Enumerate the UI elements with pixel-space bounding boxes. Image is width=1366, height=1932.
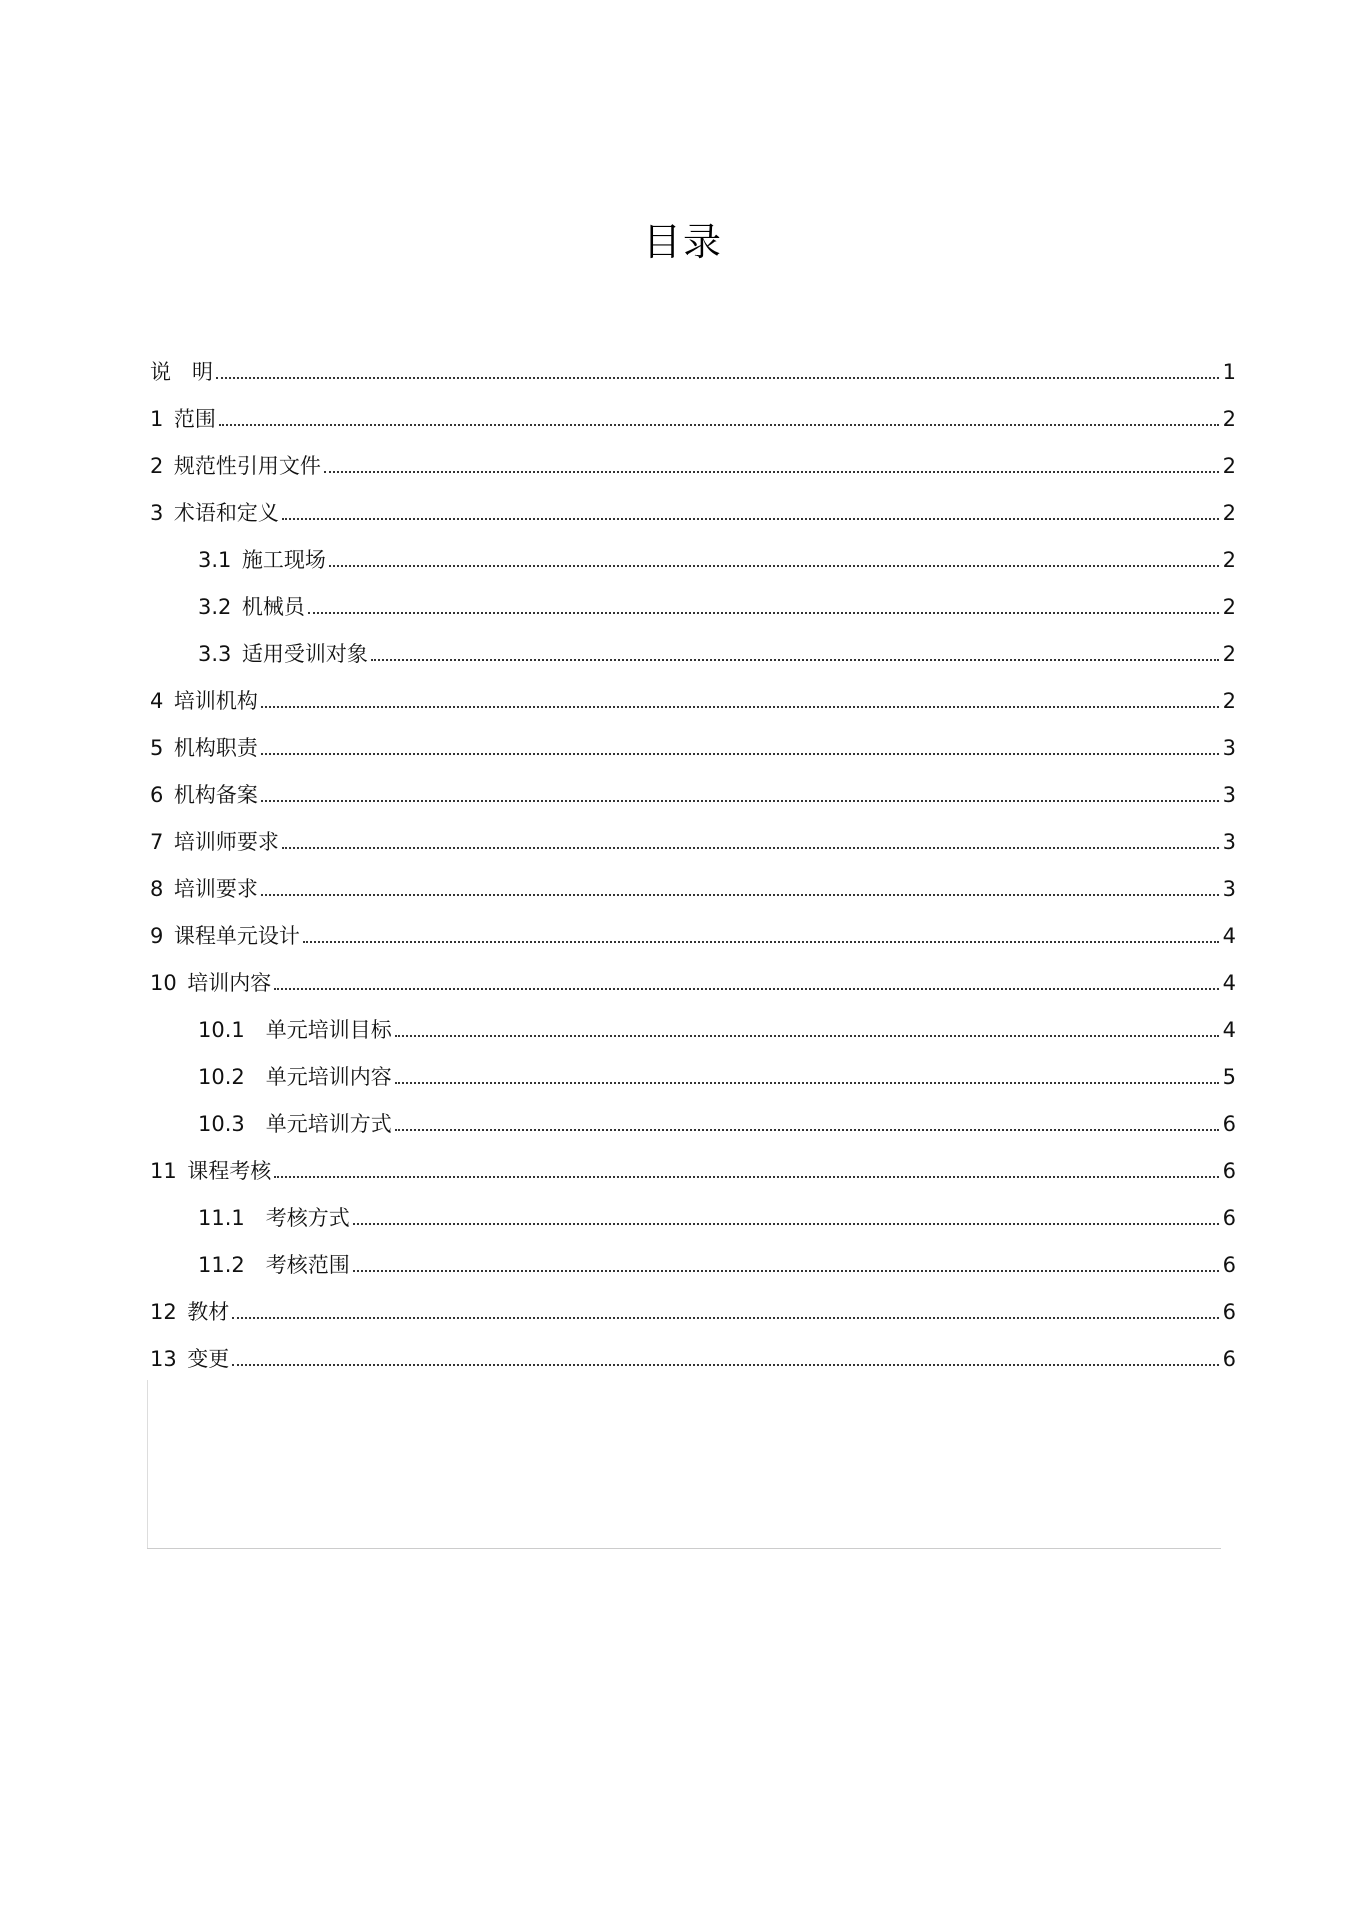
toc-entry-page-number: 3 [1222, 830, 1236, 854]
toc-dot-leader [261, 753, 1219, 755]
toc-entry[interactable] [150, 434, 1236, 481]
toc-entry[interactable] [150, 387, 1236, 434]
toc-entry[interactable] [150, 575, 1236, 622]
toc-entry-gap [245, 1062, 266, 1092]
toc-entry-gap [163, 404, 174, 434]
toc-entry-page-number: 4 [1222, 971, 1236, 995]
toc-entry-number: 3.1 [198, 548, 232, 572]
toc-entry-number: 11 [150, 1159, 177, 1183]
toc-entry[interactable] [150, 763, 1236, 810]
page-frame-left-border [147, 1380, 148, 1548]
toc-entry-page-number: 1 [1222, 360, 1236, 384]
toc-entry-text: 考核范围 [265, 1253, 350, 1277]
toc-entry[interactable] [150, 669, 1236, 716]
toc-entry-page-number: 6 [1222, 1347, 1236, 1371]
toc-entry-page-number: 2 [1222, 407, 1236, 431]
toc-dot-leader [324, 471, 1219, 473]
toc-entry[interactable] [150, 1186, 1236, 1233]
toc-dot-leader [216, 377, 1219, 379]
toc-entry-number: 2 [150, 454, 164, 478]
toc-entry-text: 课程考核 [187, 1159, 272, 1183]
toc-entry-gap [163, 827, 174, 857]
toc-dot-leader [395, 1082, 1219, 1084]
toc-entry-gap [177, 1344, 188, 1374]
toc-dot-leader [232, 1317, 1219, 1319]
toc-entry-number: 1 [150, 407, 164, 431]
toc-dot-leader [303, 941, 1219, 943]
toc-entry-text: 变更 [187, 1347, 230, 1371]
toc-entry-text: 机构职责 [173, 736, 258, 760]
toc-entry[interactable] [150, 716, 1236, 763]
toc-dot-leader [282, 518, 1219, 520]
toc-entry-page-number: 2 [1222, 454, 1236, 478]
toc-entry[interactable] [150, 1280, 1236, 1327]
toc-entry[interactable] [150, 340, 1236, 387]
toc-entry-number: 3.3 [198, 642, 232, 666]
toc-entry[interactable] [150, 998, 1236, 1045]
toc-entry-page-number: 2 [1222, 642, 1236, 666]
toc-entry-text: 单元培训内容 [265, 1065, 392, 1089]
toc-entry[interactable] [150, 810, 1236, 857]
toc-dot-leader [353, 1270, 1219, 1272]
toc-entry-gap [163, 451, 174, 481]
toc-entry-text: 考核方式 [265, 1206, 350, 1230]
toc-dot-leader [282, 847, 1219, 849]
page-frame-bottom-border [147, 1548, 1221, 1549]
toc-entry-gap [177, 1156, 188, 1186]
toc-entry[interactable] [150, 1139, 1236, 1186]
toc-entry-number: 10.2 [198, 1065, 245, 1089]
toc-entry-page-number: 5 [1222, 1065, 1236, 1089]
toc-list [150, 340, 1236, 1374]
toc-dot-leader [232, 1364, 1219, 1366]
toc-entry-page-number: 2 [1222, 689, 1236, 713]
toc-dot-leader [261, 894, 1219, 896]
toc-entry-page-number: 3 [1222, 736, 1236, 760]
toc-entry-gap [163, 498, 174, 528]
toc-entry-page-number: 2 [1222, 548, 1236, 572]
toc-entry-page-number: 3 [1222, 783, 1236, 807]
toc-entry-number: 4 [150, 689, 164, 713]
toc-entry[interactable] [150, 1233, 1236, 1280]
toc-entry-number: 9 [150, 924, 164, 948]
toc-entry-gap [245, 1250, 266, 1280]
toc-entry-gap [231, 592, 242, 622]
toc-entry-page-number: 6 [1222, 1112, 1236, 1136]
toc-dot-leader [353, 1223, 1219, 1225]
toc-entry-number: 11.2 [198, 1253, 245, 1277]
toc-dot-leader [219, 424, 1219, 426]
toc-entry-text: 教材 [187, 1300, 230, 1324]
toc-title: 目录 [642, 220, 723, 264]
toc-entry-number: 5 [150, 736, 164, 760]
toc-entry-text: 课程单元设计 [173, 924, 300, 948]
toc-entry-gap [163, 733, 174, 763]
toc-dot-leader [395, 1129, 1219, 1131]
toc-dot-leader [371, 659, 1219, 661]
toc-dot-leader [261, 800, 1219, 802]
toc-entry-text: 培训要求 [173, 877, 258, 901]
toc-entry[interactable] [150, 481, 1236, 528]
toc-dot-leader [308, 612, 1219, 614]
toc-entry-page-number: 6 [1222, 1253, 1236, 1277]
toc-entry-gap [177, 1297, 188, 1327]
toc-entry-number: 10.3 [198, 1112, 245, 1136]
toc-entry[interactable] [150, 1327, 1236, 1374]
toc-entry[interactable] [150, 951, 1236, 998]
toc-entry-number: 8 [150, 877, 164, 901]
toc-entry-text: 规范性引用文件 [173, 454, 321, 478]
toc-entry-gap [163, 780, 174, 810]
toc-entry-number: 12 [150, 1300, 177, 1324]
toc-entry[interactable] [150, 622, 1236, 669]
toc-entry-text: 培训内容 [187, 971, 272, 995]
toc-entry-text: 机构备案 [173, 783, 258, 807]
toc-entry-number: 11.1 [198, 1206, 245, 1230]
toc-entry-gap [231, 545, 242, 575]
toc-entry-text: 施工现场 [241, 548, 326, 572]
toc-dot-leader [274, 988, 1219, 990]
toc-entry-gap [177, 968, 188, 998]
toc-entry-text: 单元培训方式 [265, 1112, 392, 1136]
toc-dot-leader [261, 706, 1219, 708]
toc-entry-gap [163, 874, 174, 904]
toc-entry-text: 培训师要求 [173, 830, 279, 854]
toc-entry[interactable] [150, 528, 1236, 575]
toc-entry-page-number: 6 [1222, 1206, 1236, 1230]
toc-entry-text: 术语和定义 [173, 501, 279, 525]
toc-dot-leader [395, 1035, 1219, 1037]
toc-entry-text: 机械员 [241, 595, 305, 619]
toc-entry-page-number: 6 [1222, 1300, 1236, 1324]
toc-entry-gap [163, 686, 174, 716]
toc-entry-text: 说 明 [150, 360, 213, 384]
toc-entry-gap [245, 1109, 266, 1139]
toc-entry-number: 10 [150, 971, 177, 995]
toc-entry-number: 10.1 [198, 1018, 245, 1042]
toc-entry-number: 7 [150, 830, 164, 854]
toc-entry-number: 3 [150, 501, 164, 525]
toc-dot-leader [329, 565, 1219, 567]
toc-entry[interactable] [150, 857, 1236, 904]
toc-entry-text: 适用受训对象 [241, 642, 368, 666]
toc-entry[interactable] [150, 904, 1236, 951]
toc-entry-number: 13 [150, 1347, 177, 1371]
toc-dot-leader [274, 1176, 1219, 1178]
toc-entry-number: 6 [150, 783, 164, 807]
toc-entry-gap [231, 639, 242, 669]
toc-entry-number: 3.2 [198, 595, 232, 619]
toc-entry[interactable] [150, 1045, 1236, 1092]
toc-entry-text: 培训机构 [173, 689, 258, 713]
toc-entry-page-number: 4 [1222, 1018, 1236, 1042]
toc-entry-text: 范围 [173, 407, 216, 431]
toc-entry-page-number: 2 [1222, 595, 1236, 619]
toc-entry[interactable] [150, 1092, 1236, 1139]
toc-entry-gap [163, 921, 174, 951]
toc-entry-gap [245, 1203, 266, 1233]
toc-entry-page-number: 4 [1222, 924, 1236, 948]
toc-entry-text: 单元培训目标 [265, 1018, 392, 1042]
toc-entry-gap [245, 1015, 266, 1045]
toc-entry-page-number: 2 [1222, 501, 1236, 525]
toc-entry-page-number: 3 [1222, 877, 1236, 901]
toc-entry-page-number: 6 [1222, 1159, 1236, 1183]
